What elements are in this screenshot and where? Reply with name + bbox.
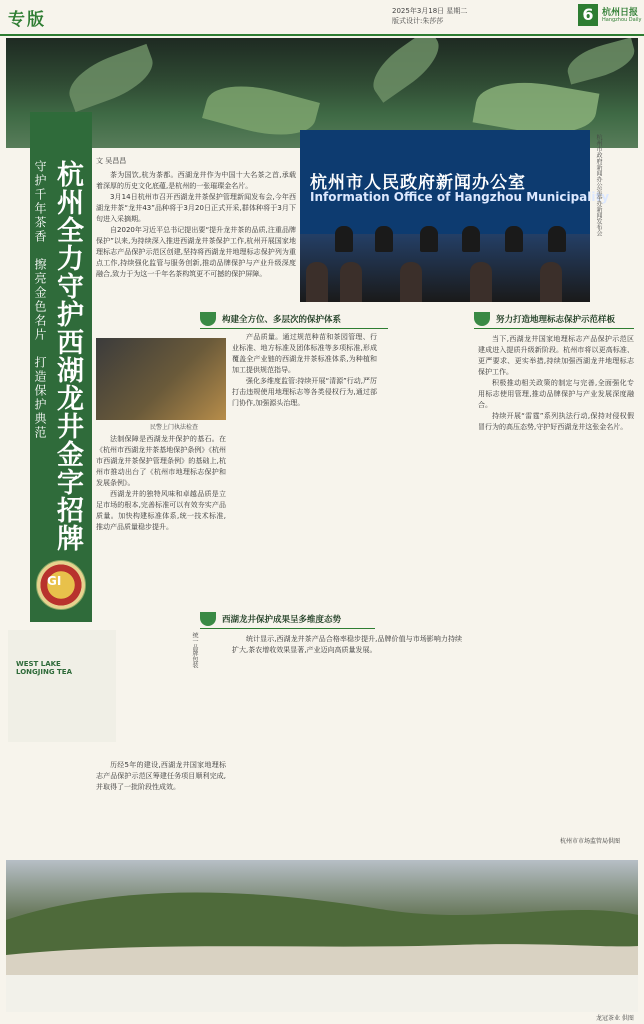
section-title: 西湖龙井保护成果呈多维度态势	[222, 615, 342, 625]
page-number: 6	[578, 4, 598, 26]
paragraph: 法制保障是西湖龙井保护的基石。在《杭州市西湖龙井茶基地保护条例》《杭州市西湖龙井茶保护管理条例》的基础上,杭州市推动出台了《杭州市地理标志保护和发展条例》。	[96, 435, 226, 487]
paragraph: 持续开展“雷霆”系列执法行动,保持对侵权假冒行为的高压态势,守护好西湖龙井这张金名片。	[478, 412, 634, 431]
speaker	[462, 226, 480, 252]
intro-text	[96, 170, 296, 280]
tea-garden-photo	[6, 860, 638, 1012]
section-1-column-1	[96, 434, 226, 533]
press-backdrop-title: 杭州市人民政府新闻办公室	[310, 173, 526, 193]
teacup-icon	[474, 312, 490, 326]
enforcement-photo	[96, 338, 226, 420]
audience-member	[470, 262, 492, 302]
speaker	[335, 226, 353, 252]
section-1-column-2	[232, 332, 377, 409]
section-header-2	[200, 612, 375, 629]
section-label: 专版	[8, 10, 46, 30]
tea-garden-illustration	[6, 860, 638, 1012]
paragraph: 产品质量。通过规范种苗和茶园管理、行业标准、地方标准及团体标准等多项标准,形成覆盖全产业链的西湖龙井茶标准体系,为种植和加工提供规范指导。	[232, 333, 377, 374]
paragraph: 积极推动相关政策的制定与完善,全面强化专用标志使用管理,推动品牌保护与产业发展深度融合。	[478, 379, 634, 409]
paragraph: 西湖龙井的独特风味和卓越品质是立足市场的根本,完善标准可以有效夯实产品质量。加快构建标准体系,统一技术标准,推动产品质量稳步提升。	[96, 490, 226, 531]
paragraph: 强化多维度监管:持续开展“清源”行动,严厉打击违规使用地理标志等各类侵权行为,通过部门协作,加强源头治理。	[232, 377, 377, 407]
byline: 文 吴昌昌	[96, 157, 127, 165]
audience-member	[340, 262, 362, 302]
audience-member	[400, 262, 422, 302]
tea-packaging-photo	[8, 630, 116, 742]
headline-title: 杭州全力守护西湖龙井金字招牌	[52, 160, 83, 552]
section-3-body	[478, 334, 634, 433]
photo-caption: 统一品牌包装	[191, 632, 198, 668]
intro-paragraph: 3月14日杭州市召开西湖龙井茶保护管理新闻发布会,今年西湖龙井茶“龙井43”品种将于3月20日正式开采,群体种将于3月下旬进入采摘期。	[96, 193, 296, 223]
issue-info	[392, 6, 572, 26]
section-header-3	[474, 312, 634, 329]
speaker	[505, 226, 523, 252]
speaker	[375, 226, 393, 252]
photo-caption: 杭州市政府新闻办公室举办新闻发布会	[595, 134, 602, 236]
gi-logo-text: GI	[47, 574, 62, 588]
image-credit: 杭州市市场监管局供图	[560, 838, 621, 845]
masthead-subtitle: Hangzhou Daily	[602, 17, 642, 23]
tea-box-label: WEST LAKE LONGJING TEA	[16, 660, 72, 676]
paragraph: 历经5年的建设,西湖龙井国家地理标志产品保护示范区筹建任务项目顺利完成,并取得了一批阶段性成效。	[96, 761, 226, 791]
issue-date: 2025年3月18日 星期二	[392, 7, 468, 15]
speaker	[420, 226, 438, 252]
audience-member	[540, 262, 562, 302]
section-title: 构建全方位、多层次的保护体系	[222, 315, 342, 325]
photo-caption: 民警上门执法检查	[150, 424, 199, 431]
press-backdrop-title-en: Information Office of Hangzhou Municipality	[310, 190, 610, 204]
masthead: 杭州日报	[602, 8, 639, 18]
teacup-icon	[200, 312, 216, 326]
intro-paragraph: 自2020年习近平总书记提出要“提升龙井茶的品质,注重品牌保护”以来,为持续深入推进西湖龙井茶保护工作,杭州开展国家地理标志产品保护示范区创建,坚持将西湖龙井地理标志保护列为重点工作,持续强化监管与服务创新,推动品牌保护与产业升级深度融合,致力于为这一千年名茶构筑更不可撼的保护屏障。	[96, 226, 296, 278]
subtitle-line-1: 守护千年茶香	[33, 160, 47, 244]
photo-credit: 龙冠茶业 供图	[596, 1015, 634, 1022]
paragraph: 当下,西湖龙井国家地理标志产品保护示范区建成进入提质升级新阶段。杭州市将以更高标准、更严要求、更实举措,持续加强西湖龙井地理标志保护工作。	[478, 335, 634, 376]
section-1-closing	[96, 760, 226, 793]
audience-member	[306, 262, 328, 302]
intro-paragraph: 茶为国饮,杭为茶都。西湖龙井作为中国十大名茶之首,承载着深厚的历史文化底蕴,是杭州的一张璀璨金名片。	[96, 171, 296, 190]
editor-credit: 版式设计:朱莎莎	[392, 17, 444, 25]
section-2-body	[232, 634, 462, 656]
paragraph: 统计显示,西湖龙井茶产品合格率稳步提升,品牌价值与市场影响力持续扩大,茶农增收效果显著,产业迈向高质量发展。	[232, 635, 462, 654]
teacup-icon	[200, 612, 216, 626]
section-header-1	[200, 312, 388, 329]
speaker	[548, 226, 566, 252]
subtitle-line-3: 打造保护典范	[33, 355, 47, 440]
headline-subtitle	[30, 160, 50, 440]
section-title: 努力打造地理标志保护示范样板	[496, 315, 616, 325]
subtitle-line-2: 擦亮金色名片	[33, 257, 47, 342]
